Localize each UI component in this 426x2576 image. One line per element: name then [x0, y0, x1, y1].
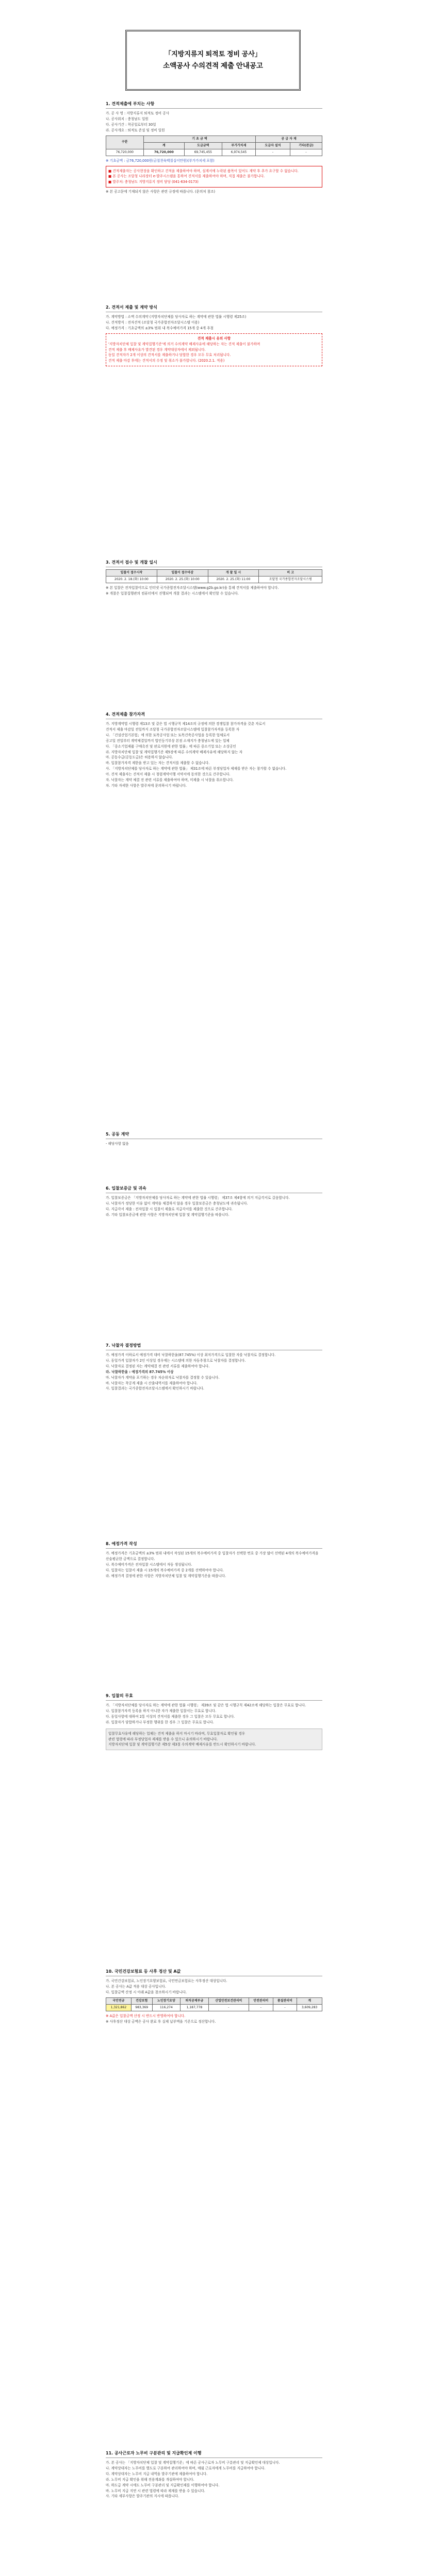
table-cell: 2020. 2. 18.(화) 10:00	[106, 577, 157, 583]
section-line: 라. 낙찰하한율 : 예정가격의 87.745% 이상	[106, 1369, 174, 1374]
section-line: 견적서 제출 마감일 전일까지 조달청 국가종합전자조달시스템에 입찰참가자격을 등록한 자	[106, 727, 239, 732]
section-11	[106, 2450, 322, 2499]
section-heading: 10. 국민건강보험료 등 사후 정산 및 A값	[106, 1968, 322, 1976]
section-line: 라. 예정가격 결정에 관한 사항은 지방자치단체 입찰 및 계약집행기준을 따릅니다.	[106, 1573, 226, 1578]
caution-line: 동일 견적자가 2개 이상의 견적서를 제출하거나 담합한 경우 모두 무효 처리됩니다.	[108, 353, 231, 358]
section-heading: 6. 입찰보증금 및 귀속	[106, 1185, 322, 1193]
caution-box	[106, 333, 322, 366]
section-line: 아. 견적 제출자는 견적서 제출 시 청렴계약이행 서약서에 동의한 것으로 간주합니다.	[106, 772, 231, 777]
caution-title: 견적 제출시 유의 사항	[197, 336, 231, 341]
section-line: 다. 입찰금액 산정 시 아래 A값을 참조하시기 바랍니다.	[106, 1990, 187, 1994]
table-cell: 116,274	[152, 2004, 181, 2011]
section-line: 나. 동일가격 입찰자가 2인 이상일 경우에는 시스템에 의한 자동추첨으로 낙찰자를 결정합니다.	[106, 1359, 246, 1363]
section-heading: 11. 공사근로자 노무비 구분관리 및 지급확인제 이행	[106, 2450, 322, 2458]
section-line: 다. 입찰자는 입찰서 제출 시 15개의 복수예비가격 중 2개를 선택하여야 합니다.	[106, 1568, 224, 1572]
section-line: 라. 기타 입찰보증금에 관한 사항은 지방자치단체 입찰 및 계약집행기준을 따릅니다.	[106, 1212, 230, 1217]
note-line: ※ 본 공고문에 기재되지 않은 사항은 관련 규정에 따릅니다. (문의처 참조)	[106, 190, 216, 194]
note-line: ■ 견적제출자는 공사현장을 확인하고 견적을 제출하여야 하며, 설계서에 누락된 품목이 있어도 계약 후 추가 요구할 수 없습니다.	[108, 168, 299, 173]
section-line: 가. 지방계약법 시행령 제13조 및 같은 법 시행규칙 제14조의 규정에 의한 경쟁입찰 참가자격을 갖춘 자로서	[106, 722, 266, 726]
section-2	[106, 304, 322, 366]
table-cell: 6,974,545	[222, 149, 256, 156]
table-header: 안전관리비	[249, 1997, 273, 2004]
section-3	[106, 559, 322, 597]
table-cell: 조달청 국가종합전자조달시스템	[259, 577, 322, 583]
section-heading: 9. 입찰의 무효	[106, 1692, 322, 1701]
section-heading: 4. 견적제출 참가자격	[106, 711, 322, 719]
section-line: 가. 「지방자치단체를 당사자로 하는 계약에 관한 법률 시행령」 제39조 및 같은 법 시행규칙 제42조에 해당하는 입찰은 무효로 합니다.	[106, 1703, 306, 1708]
box-line: 관련 법령에 따라 부정당업자 제재를 받을 수 있으니 유의하시기 바랍니다.	[108, 1737, 218, 1741]
table-cell: 3,609,283	[297, 2004, 322, 2011]
section-line: 다. 「중소기업제품 구매촉진 및 판로지원에 관한 법률」에 따른 중소기업 또는 소상공인	[106, 744, 236, 749]
section-line: 사. 「지방자치단체를 당사자로 하는 계약에 관한 법률」 제31조에 따른 부정당업자 제재를 받은 자는 참가할 수 없습니다.	[106, 767, 287, 771]
table-header: 공 급 자 재	[256, 135, 322, 142]
section-1	[106, 100, 322, 195]
section-line: 다. 낙찰자로 결정된 자는 계약체결 전 관련 서류를 제출하여야 합니다.	[106, 1364, 210, 1368]
table-header: 품질관리비	[273, 1997, 297, 2004]
section-line: 다. 지급각서 제출 : 전자입찰 시 입찰서 제출로 지급각서를 제출한 것으로 간주합니다.	[106, 1207, 233, 1211]
section-line: 가. 본 공사는 「지방자치단체 입찰 및 계약집행기준」에 따른 공사근로자 노무비 구분관리 및 지급확인제 대상입니다.	[106, 2461, 280, 2465]
section-line: 마. 낙찰자가 계약을 포기하는 경우 차순위자로 낙찰자를 결정할 수 있습니다.	[106, 1375, 220, 1380]
table-cell: 76,720,000	[143, 149, 184, 156]
table-cell: 1,187,778	[181, 2004, 209, 2011]
table-cell: 76,720,000	[106, 149, 144, 156]
section-heading: 7. 낙찰자 결정방법	[106, 1342, 322, 1350]
section-4	[106, 711, 322, 789]
section-line: 라. 공사개요 : 퇴적토 준설 및 정비 일원	[106, 128, 165, 132]
table-cell: 983,369	[131, 2004, 152, 2011]
section-line: 다. 계약상대자는 노무비 지급 내역을 발주기관에 제출하여야 합니다.	[106, 2471, 208, 2476]
table-row	[106, 149, 322, 156]
section-line: 공고일 전일부터 계약체결일까지 법인등기부상 본점 소재지가 충청남도에 있는 업체	[106, 738, 230, 743]
section-line: 사. 입찰결과는 국가종합전자조달시스템에서 확인하시기 바랍니다.	[106, 1386, 204, 1391]
section-line: 마. 하도급 계약 시에도 노무비 구분관리 및 지급확인제를 이행하여야 합니다.	[106, 2483, 220, 2487]
section-5	[106, 1131, 322, 1147]
section-line: 나. 낙찰자가 정당한 이유 없이 계약을 체결하지 않을 경우 입찰보증금은 충청남도에 귀속됩니다.	[106, 1201, 248, 1206]
section-10	[106, 1968, 322, 2025]
caution-line: '지방자치단체 입찰 및 계약집행기준'에 의거 수의계약 배제사유에 해당하는 자는 견적 제출이 불가하며	[108, 342, 260, 346]
section-line: 바. 낙찰자는 착공계 제출 시 산출내역서를 제출하여야 합니다.	[106, 1381, 198, 1385]
section-line: 라. 입찰자가 담합하거나 부정한 행위를 한 경우 그 입찰은 무효로 합니다.	[106, 1720, 214, 1724]
section-line: 다. 동일사항에 대하여 2통 이상의 견적서를 제출한 경우 그 입찰은 모두 무효로 합니다.	[106, 1714, 235, 1719]
note-line: ※ A값은 입찰금액 산정 시 반드시 반영하여야 합니다.	[106, 2013, 186, 2018]
section-heading: 3. 견적서 접수 및 개찰 일시	[106, 559, 322, 567]
table-cell: 2020. 2. 25.(화) 11:00	[208, 577, 259, 583]
table-row	[106, 2004, 322, 2011]
notice-title-line1: 「지방지류지 퇴적토 정비 공사」	[165, 50, 261, 58]
table-cell: 1,321,862	[106, 2004, 132, 2011]
schedule-table	[106, 569, 322, 583]
table-header: 노인장기요양	[152, 1997, 181, 2004]
table-header: 계	[297, 1997, 322, 2004]
section-line: 다. 예정가격 : 기초금액의 ±3% 범위 내 복수예비가격 15개 중 4개 추첨	[106, 326, 214, 330]
section-line: 차. 기타 자세한 사항은 발주처에 문의하시기 바랍니다.	[106, 783, 187, 788]
table-cell: -	[273, 2004, 297, 2011]
section-line: 가. 계약방법 : 소액 수의계약 (지방자치단체를 당사자로 하는 계약에 관한 법률 시행령 제25조)	[106, 315, 247, 319]
table-header: 건강보험	[131, 1997, 152, 2004]
box-line: 입찰무효사유에 해당하는 업체는 견적 제출을 하지 마시기 바라며, 무효입찰자로 확인될 경우	[108, 1731, 245, 1736]
section-line: 라. 지방자치단체 입찰 및 계약집행기준 제5장에 따른 수의계약 배제사유에 해당하지 않는 자	[106, 750, 243, 754]
section-line: 나. 입찰참가자격 등록을 하지 아니한 자가 제출한 입찰서는 무효로 합니다.	[106, 1709, 217, 1714]
section-line: 가. 예정가격은 기초금액의 ±3% 범위 내에서 작성된 15개의 복수예비가격 중 입찰자가 선택한 번호 중 가장 많이 선택된 4개의 복수예비가격을 산술평균한 금액으로 결정합니다.	[106, 1551, 319, 1562]
section-9	[106, 1692, 322, 1750]
section-6	[106, 1185, 322, 1218]
table-cell: -	[208, 2004, 249, 2011]
warning-box	[106, 166, 322, 188]
table-header: 도급자 설치	[256, 142, 290, 149]
table-header: 부가가치세	[222, 142, 256, 149]
table-header: 산업안전보건관리비	[208, 1997, 249, 2004]
table-header: 비 고	[259, 570, 322, 577]
table-header: 입찰서 접수마감	[157, 570, 208, 577]
table-cell: 2020. 2. 25.(화) 10:00	[157, 577, 208, 583]
table-header: 도급금액	[184, 142, 222, 149]
note-line: ※ 사후정산 대상 금액은 공사 완료 후 실제 납부액을 기준으로 정산합니다.	[106, 2019, 216, 2024]
note-line: ※ 본 입찰은 전자입찰이므로 인터넷 국가종합전자조달시스템(www.g2b.go.kr)을 통해 견적서를 제출하여야 합니다.	[106, 586, 279, 590]
table-cell: -	[249, 2004, 273, 2011]
section-line: 나. 공사위치 : 충청남도 일원	[106, 117, 149, 122]
invalid-bid-box	[106, 1728, 322, 1751]
table-row	[106, 577, 322, 583]
table-header: 기 초 금 액	[143, 135, 256, 142]
section-line: - 해당사항 없음	[106, 1142, 129, 1146]
table-header: 개 찰 일 시	[208, 570, 259, 577]
section-line: 나. 「건설산업기본법」에 의한 토목공사업 또는 토목건축공사업을 등록한 업체로서	[106, 733, 230, 737]
table-cell: -	[290, 149, 322, 156]
notice-title-box	[125, 30, 301, 91]
section-line: 가. 예정가격 이하로서 예정가격 대비 낙찰하한율(87.745%) 이상 최저가격으로 입찰한 자를 낙찰자로 결정합니다.	[106, 1353, 276, 1358]
notice-title-line2: 소액공사 수의견적 제출 안내공고	[163, 61, 263, 70]
table-header: 기타(관급)	[290, 142, 322, 149]
table-header: 국민연금	[106, 1997, 132, 2004]
table-cell: -	[256, 149, 290, 156]
section-line: 나. 복수예비가격은 전자입찰 시스템에서 자동 생성됩니다.	[106, 1562, 192, 1567]
section-line: 나. 견적방식 : 전자견적 (조달청 국가종합전자조달시스템 이용)	[106, 320, 200, 325]
section-line: 자. 낙찰자는 계약 체결 전 관련 서류를 제출하여야 하며, 미제출 시 낙찰을 취소합니다.	[106, 777, 234, 782]
section-line: 사. 기타 세부사항은 발주기관의 지시에 따릅니다.	[106, 2494, 179, 2499]
table-header: 구분	[106, 135, 144, 149]
section-heading: 5. 공동 계약	[106, 1131, 322, 1139]
section-8	[106, 1540, 322, 1579]
note-line: ※ 기초금액 : 금76,720,000원(금칠천육백칠십이만원)(부가가치세 포함)	[106, 158, 215, 163]
caution-line: 견적 제출 후 배제사유가 발견된 경우 계약대상자에서 제외됩니다.	[108, 347, 206, 352]
note-line: ■ 발주처: 충청남도 지방지류지 정비 담당 (041-634-0173)	[108, 180, 199, 184]
section-line: 가. 입찰보증금은 「지방자치단체를 당사자로 하는 계약에 관한 법률 시행령」 제37조 제4항에 의거 지급각서로 갈음합니다.	[106, 1196, 290, 1200]
table-cell: 69,745,455	[184, 149, 222, 156]
section-7	[106, 1342, 322, 1392]
table-header: 퇴직공제부금	[181, 1997, 209, 2004]
section-heading: 2. 견적서 제출 및 계약 방식	[106, 304, 322, 312]
section-line: 나. 본 공사는 A값 적용 대상 공사입니다.	[106, 1985, 166, 1989]
section-line: 나. 계약상대자는 노무비를 별도로 구분하여 관리하여야 하며, 매월 근로자에게 노무비를 지급하여야 합니다.	[106, 2466, 266, 2471]
table-header: 입찰서 접수시작	[106, 570, 157, 577]
section-line: 라. 노무비 지급 확인을 위해 전용계좌를 개설하여야 합니다.	[106, 2477, 194, 2482]
section-heading: 8. 예정가격 작성	[106, 1540, 322, 1549]
estimate-table	[106, 135, 322, 156]
section-line: 다. 공사기간 : 착공일로부터 30일	[106, 122, 156, 127]
section-line: 마. 공동수급(공동도급)은 허용하지 않습니다.	[106, 755, 173, 760]
box-line: 지방자치단체 입찰 및 계약집행기준 제5장 제3절 수의계약 배제사유를 반드시 확인하시기 바랍니다.	[108, 1742, 256, 1747]
note-line: ※ 개찰은 입찰집행관의 컴퓨터에서 진행되며 개찰 결과는 시스템에서 확인할 수 있습니다.	[106, 591, 239, 596]
section-heading: 1. 견적제출에 부치는 사항	[106, 100, 322, 109]
section-line: 바. 입찰참가자격 제한을 받고 있는 자는 견적서를 제출할 수 없습니다.	[106, 761, 210, 766]
section-line: 바. 노무비 지급 지연 시 관련 법령에 따라 제재를 받을 수 있습니다.	[106, 2488, 205, 2493]
section-line: 가. 공 사 명 : 지방지류지 퇴적토 정비 공사	[106, 111, 169, 116]
section-line: 가. 국민건강보험료, 노인장기요양보험료, 국민연금보험료는 사후정산 대상입니다.	[106, 1979, 227, 1984]
table-header: 계	[143, 142, 184, 149]
a-value-table	[106, 1997, 322, 2011]
note-line: ■ 본 공사는 조달청 나라장터 e-발주시스템을 통하여 견적서를 제출하여야 하며, 직접 제출은 불가합니다.	[108, 174, 265, 179]
caution-line: 견적 제출 마감 후에는 견적서의 수정 및 취소가 불가합니다. (2020.2.1. 적용)	[108, 359, 225, 363]
